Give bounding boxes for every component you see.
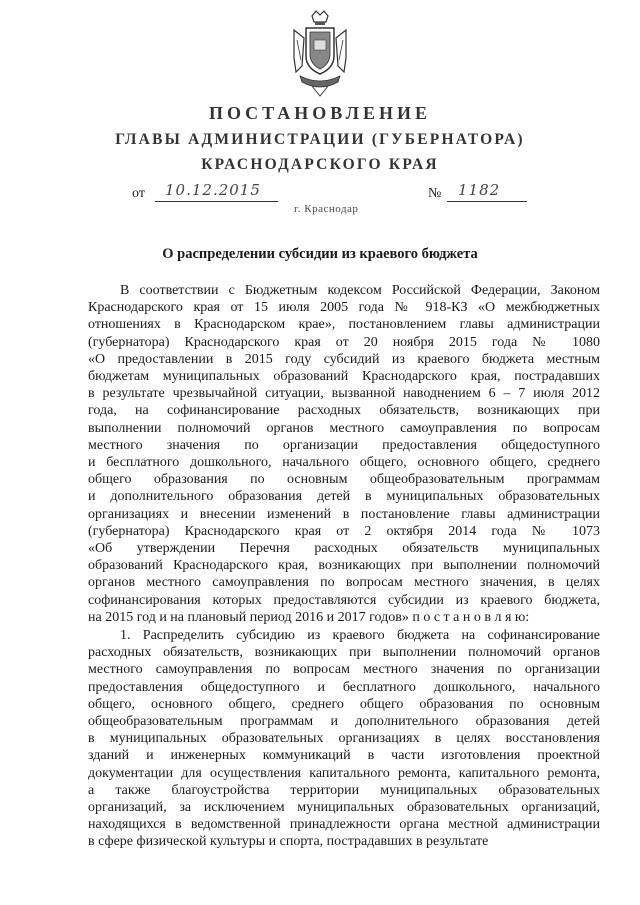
text-line: расходных обязательств, возникающих при выполнении полномочий органов [88,645,600,661]
handwritten-number: 1182 [458,181,501,199]
text-line: софинансирования которых предоставляются субсидии из краевого бюджета, [88,592,600,608]
text-line: Краснодарского края от 15 июля 2005 года № 918-КЗ «О межбюджетных [88,300,600,316]
text-line: органов местного самоуправления по вопросам местного значения, в целях [88,575,600,591]
text-line: В соответствии с Бюджетным кодексом Российской Федерации, Законом [120,283,600,298]
text-line: бюджетам муниципальных образований Краснодарского края, пострадавших [88,369,600,385]
text-line: и бесплатного дошкольного, начального общего, основного общего, среднего [88,455,600,471]
handwritten-date: 10.12.2015 [165,181,261,199]
paragraph-preamble [88,282,600,626]
text-line: документации для осуществления капитального ремонта, капитального ремонта, [88,765,600,781]
text-line: общего образования по основным общеобразовательным программам [88,472,600,488]
text-line: организациях и внесении изменений в постановление главы администрации [88,506,600,522]
text-line: года, на софинансирование расходных обязательств, возникающих при [88,403,600,419]
text-line: на 2015 год и на плановый период 2016 и 2017 годов» п о с т а н о в л я ю: [88,609,530,625]
text-line: (губернатора) Краснодарского края от 20 ноября 2015 года № 1080 [88,334,600,350]
text-line: (губернатора) Краснодарского края от 2 октября 2014 года № 1073 [88,523,600,539]
text-line: общеобразовательным программам и дополнительного образования детей [88,714,600,730]
issuer-line-1: ГЛАВЫ АДМИНИСТРАЦИИ (ГУБЕРНАТОРА) [115,131,525,148]
text-line: в результате чрезвычайной ситуации, вызванной наводнением 6 – 7 июля 2012 [88,386,600,402]
coat-of-arms-emblem [290,10,350,100]
text-line: в сфере физической культуры и спорта, пострадавших в результате [88,834,489,850]
number-label: № [428,186,442,201]
decree-heading: ПОСТАНОВЛЕНИЕ [208,103,432,123]
text-line: а также благоустройства территории муниципальных образовательных [88,782,600,798]
city-label: г. Краснодар [294,203,359,215]
text-line: и дополнительного образования детей в муниципальных образовательных [88,489,600,505]
issuer-line-2: КРАСНОДАРСКОГО КРАЯ [201,156,439,173]
text-line: зданий и инженерных коммуникаций в части изготовления проектной [88,748,600,764]
text-line: предоставления общедоступного и бесплатного дошкольного, начального [88,679,600,695]
text-line: в муниципальных образовательных организациях в целях восстановления [88,731,600,747]
date-label: от [132,186,145,201]
number-underline [447,201,527,202]
text-line: общего, основного общего, среднего общего образования по основным [88,696,600,712]
text-line: находящихся в ведомственной принадлежности органа местной администрации [88,817,600,833]
text-line: 1. Распределить субсидию из краевого бюджета на софинансирование [120,628,600,643]
text-line: местного самоуправления по вопросам местного значения по организации [88,662,600,678]
text-line: образований Краснодарского края, возникающих при выполнении полномочий [88,558,600,574]
text-line: выполнении полномочий органов местного самоуправления по вопросам [88,420,600,436]
date-underline [155,201,278,202]
paragraph-item-1 [88,627,600,851]
document-title: О распределении субсидии из краевого бюджета [162,246,478,262]
text-line: «О предоставлении в 2015 году субсидий из краевого бюджета местным [88,351,600,367]
text-line: отношениях в Краснодарском крае», постановлением главы администрации [88,317,600,333]
text-line: организаций, за исключением муниципальных образовательных организаций, [88,800,600,816]
text-line: «Об утверждении Перечня расходных обязательств муниципальных [88,541,600,557]
text-line: местного значения по организации предоставления общедоступного [88,437,600,453]
